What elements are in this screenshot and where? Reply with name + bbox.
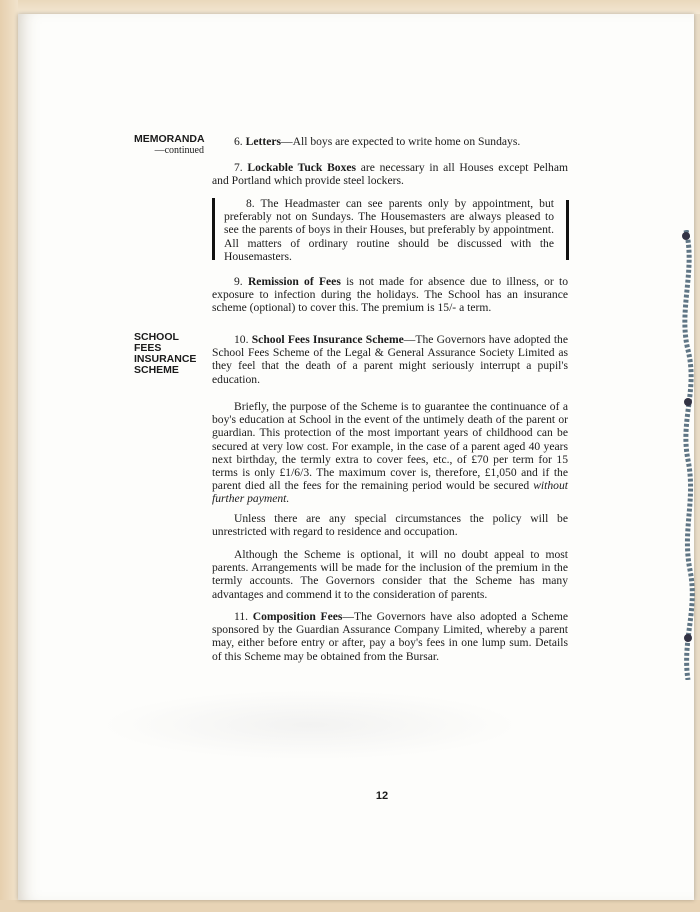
p8-text: 8. The Headmaster can see parents only by appointment, but preferably not on Sundays. The Housemasters are always pleased to see the parents of boys in their Houses, but preferably by appointment. All matters of ordinary routine should be discussed with the Housemasters. [224, 197, 554, 263]
paragraph-9 [212, 275, 568, 315]
p9-number: 9. [234, 275, 243, 288]
binding-cord [685, 230, 692, 680]
page-number: 12 [375, 790, 389, 802]
margin-bar-left [212, 198, 215, 260]
paragraph-6 [212, 135, 568, 148]
paragraph-8 [224, 197, 554, 263]
paper-edge-left [0, 0, 18, 912]
sidebar-memoranda [134, 134, 204, 156]
paper-edge-top [0, 0, 700, 14]
margin-bar-right [566, 200, 569, 260]
binding-string [672, 230, 700, 680]
paragraph-11 [212, 610, 568, 663]
p9-title: Remission of Fees [247, 275, 341, 288]
p6-title: Letters [245, 135, 282, 148]
binding-hole-bottom [684, 634, 692, 642]
p6-text: —All boys are expected to write home on Sundays. [281, 135, 521, 148]
memoranda-heading: MEMORANDA [134, 133, 205, 145]
p10b-italic: without further payment. [212, 479, 568, 506]
p6-number: 6. [234, 135, 243, 148]
paragraph-7 [212, 161, 568, 187]
p11-text: —The Governors have also adopted a Scheme sponsored by the Guardian Assurance Company Limited, whereby a parent may, either before entry or after, pay a boy's fees in one lump sum. Details of this Scheme may be obtained from the Bursar. [212, 610, 568, 663]
memoranda-continued: —continued [154, 145, 204, 156]
p10d-text: Although the Scheme is optional, it will no doubt appeal to most parents. Arrangements will be made for the inclusion of the premium in the termly accounts. The Governors consider that the Scheme has many advantages and commend it to the consideration of parents. [212, 548, 568, 601]
binding-hole-top [682, 232, 690, 240]
p10-number: 10. [234, 333, 249, 346]
fees-heading-line2: INSURANCE [134, 353, 197, 365]
sidebar-school-fees [134, 332, 204, 376]
p7-title: Lockable Tuck Boxes [247, 161, 357, 174]
p11-number: 11. [234, 610, 249, 623]
paragraph-10 [212, 333, 568, 386]
paragraph-10-unless [212, 512, 568, 538]
p10-title: School Fees Insurance Scheme [251, 333, 404, 346]
p7-number: 7. [234, 161, 243, 174]
p7-text: are necessary in all Houses except Pelham and Portland which provide steel lockers. [212, 161, 568, 188]
show-through-shadow [100, 690, 520, 760]
paragraph-10-although [212, 548, 568, 601]
p10c-text: Unless there are any special circumstances the policy will be unrestricted with regard to residence and occupation. [212, 512, 568, 539]
fees-heading-line1: SCHOOL FEES [134, 331, 179, 354]
p9-text: is not made for absence due to illness, or to exposure to infection during the holidays. The School has an insurance scheme (optional) to cover this. The premium is 15/- a term. [212, 275, 568, 315]
fees-heading-line3: SCHEME [134, 364, 179, 376]
paragraph-10-briefly [212, 400, 568, 506]
p10b-text: Briefly, the purpose of the Scheme is to guarantee the continuance of a boy's education at School in the event of the untimely death of the parent or guardian. This protection of the most important years of childhood can be secured at very low cost. For example, in the case of a parent aged 40 years next birthday, the termly extra to cover fees, etc., of £70 per term for 15 terms is only £1/6/3. The maximum cover is, therefore, £1,050 and if the parent died all the fees for the remaining period would be secured [212, 400, 568, 493]
p10-text: —The Governors have adopted the School Fees Scheme of the Legal & General Assurance Society Limited as they feel that the death of a parent might seriously interrupt a pupil's education. [212, 333, 568, 386]
p11-title: Composition Fees [252, 610, 343, 623]
binding-hole-middle [684, 398, 692, 406]
paper-edge-bottom [0, 900, 700, 912]
